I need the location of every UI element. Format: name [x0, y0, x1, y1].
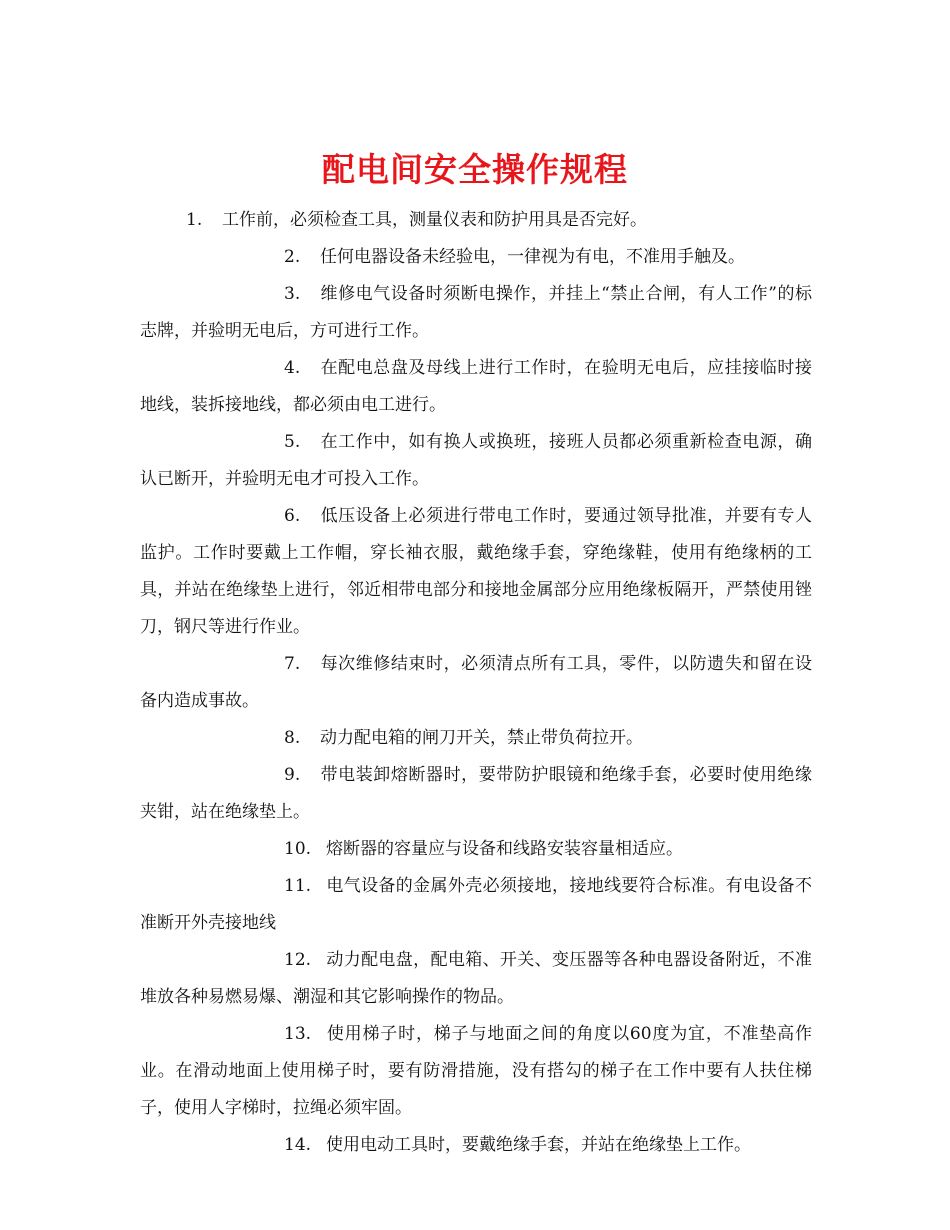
rule-text: 任何电器设备未经验电，一律视为有电，不准用手触及。	[320, 247, 745, 267]
rule-number: 11.	[284, 876, 312, 896]
rule-text: 熔断器的容量应与设备和线路安装容量相适应。	[326, 839, 683, 859]
rule-number: 14.	[284, 1135, 312, 1155]
rule-number: 12.	[284, 950, 312, 970]
rule-item-4	[140, 350, 812, 424]
rule-text: 在配电总盘及母线上进行工作时，在验明无电后，应挂接临时接地线，装拆接地线，都必须由电工进行。	[140, 358, 812, 415]
rule-number: 3.	[284, 284, 301, 304]
rule-number: 1.	[186, 210, 203, 230]
rule-number: 9.	[284, 765, 301, 785]
rule-text: 带电装卸熔断器时，要带防护眼镜和绝缘手套，必要时使用绝缘夹钳，站在绝缘垫上。	[140, 765, 812, 822]
rule-number: 13.	[284, 1024, 312, 1044]
rule-item-7	[140, 646, 812, 720]
rules-list	[140, 202, 812, 1164]
rule-text: 动力配电盘，配电箱、开关、变压器等各种电器设备附近，不准堆放各种易燃易爆、潮湿和其它影响操作的物品。	[140, 950, 812, 1007]
rule-text: 在工作中，如有换人或换班，接班人员都必须重新检查电源，确认已断开，并验明无电才可投入工作。	[140, 432, 812, 489]
rule-text: 使用梯子时，梯子与地面之间的角度以60度为宜，不准垫高作业。在滑动地面上使用梯子时，要有防滑措施，没有搭勾的梯子在工作中要有人扶住梯子，使用人字梯时，拉绳必须牢固。	[140, 1024, 812, 1118]
rule-number: 4.	[284, 358, 301, 378]
rule-item-6	[140, 498, 812, 646]
rule-number: 10.	[284, 839, 312, 859]
rule-item-3	[140, 276, 812, 350]
rule-item-8	[140, 720, 812, 757]
rule-item-10	[140, 831, 812, 868]
rule-item-9	[140, 757, 812, 831]
rule-item-5	[140, 424, 812, 498]
rule-item-2	[140, 239, 812, 276]
rule-text: 电气设备的金属外壳必须接地，接地线要符合标准。有电设备不准断开外壳接地线	[140, 876, 812, 933]
rule-text: 工作前，必须检查工具，测量仪表和防护用具是否完好。	[222, 210, 647, 230]
rule-text: 每次维修结束时，必须清点所有工具，零件，以防遗失和留在设备内造成事故。	[140, 654, 812, 711]
rule-number: 8.	[284, 728, 301, 748]
rule-number: 5.	[284, 432, 301, 452]
rule-item-11	[140, 868, 812, 942]
rule-text: 动力配电箱的闸刀开关，禁止带负荷拉开。	[320, 728, 643, 748]
rule-item-13	[140, 1016, 812, 1127]
rule-number: 6.	[284, 506, 301, 526]
rule-number: 2.	[284, 247, 301, 267]
rule-item-12	[140, 942, 812, 1016]
document-title: 配电间安全操作规程	[322, 150, 628, 190]
rule-number: 7.	[284, 654, 301, 674]
rule-text: 使用电动工具时，要戴绝缘手套，并站在绝缘垫上工作。	[326, 1135, 751, 1155]
rule-text: 维修电气设备时须断电操作，并挂上“禁止合闸，有人工作”的标志牌，并验明无电后，方可进行工作。	[140, 284, 812, 341]
rule-item-14	[140, 1127, 812, 1164]
rule-text: 低压设备上必须进行带电工作时，要通过领导批准，并要有专人监护。工作时要戴上工作帽，穿长袖衣服，戴绝缘手套，穿绝缘鞋，使用有绝缘柄的工具，并站在绝缘垫上进行，邻近相带电部分和接地金属部分应用绝缘板隔开，严禁使用锉刀，钢尺等进行作业。	[140, 506, 812, 637]
rule-item-1	[140, 202, 812, 239]
